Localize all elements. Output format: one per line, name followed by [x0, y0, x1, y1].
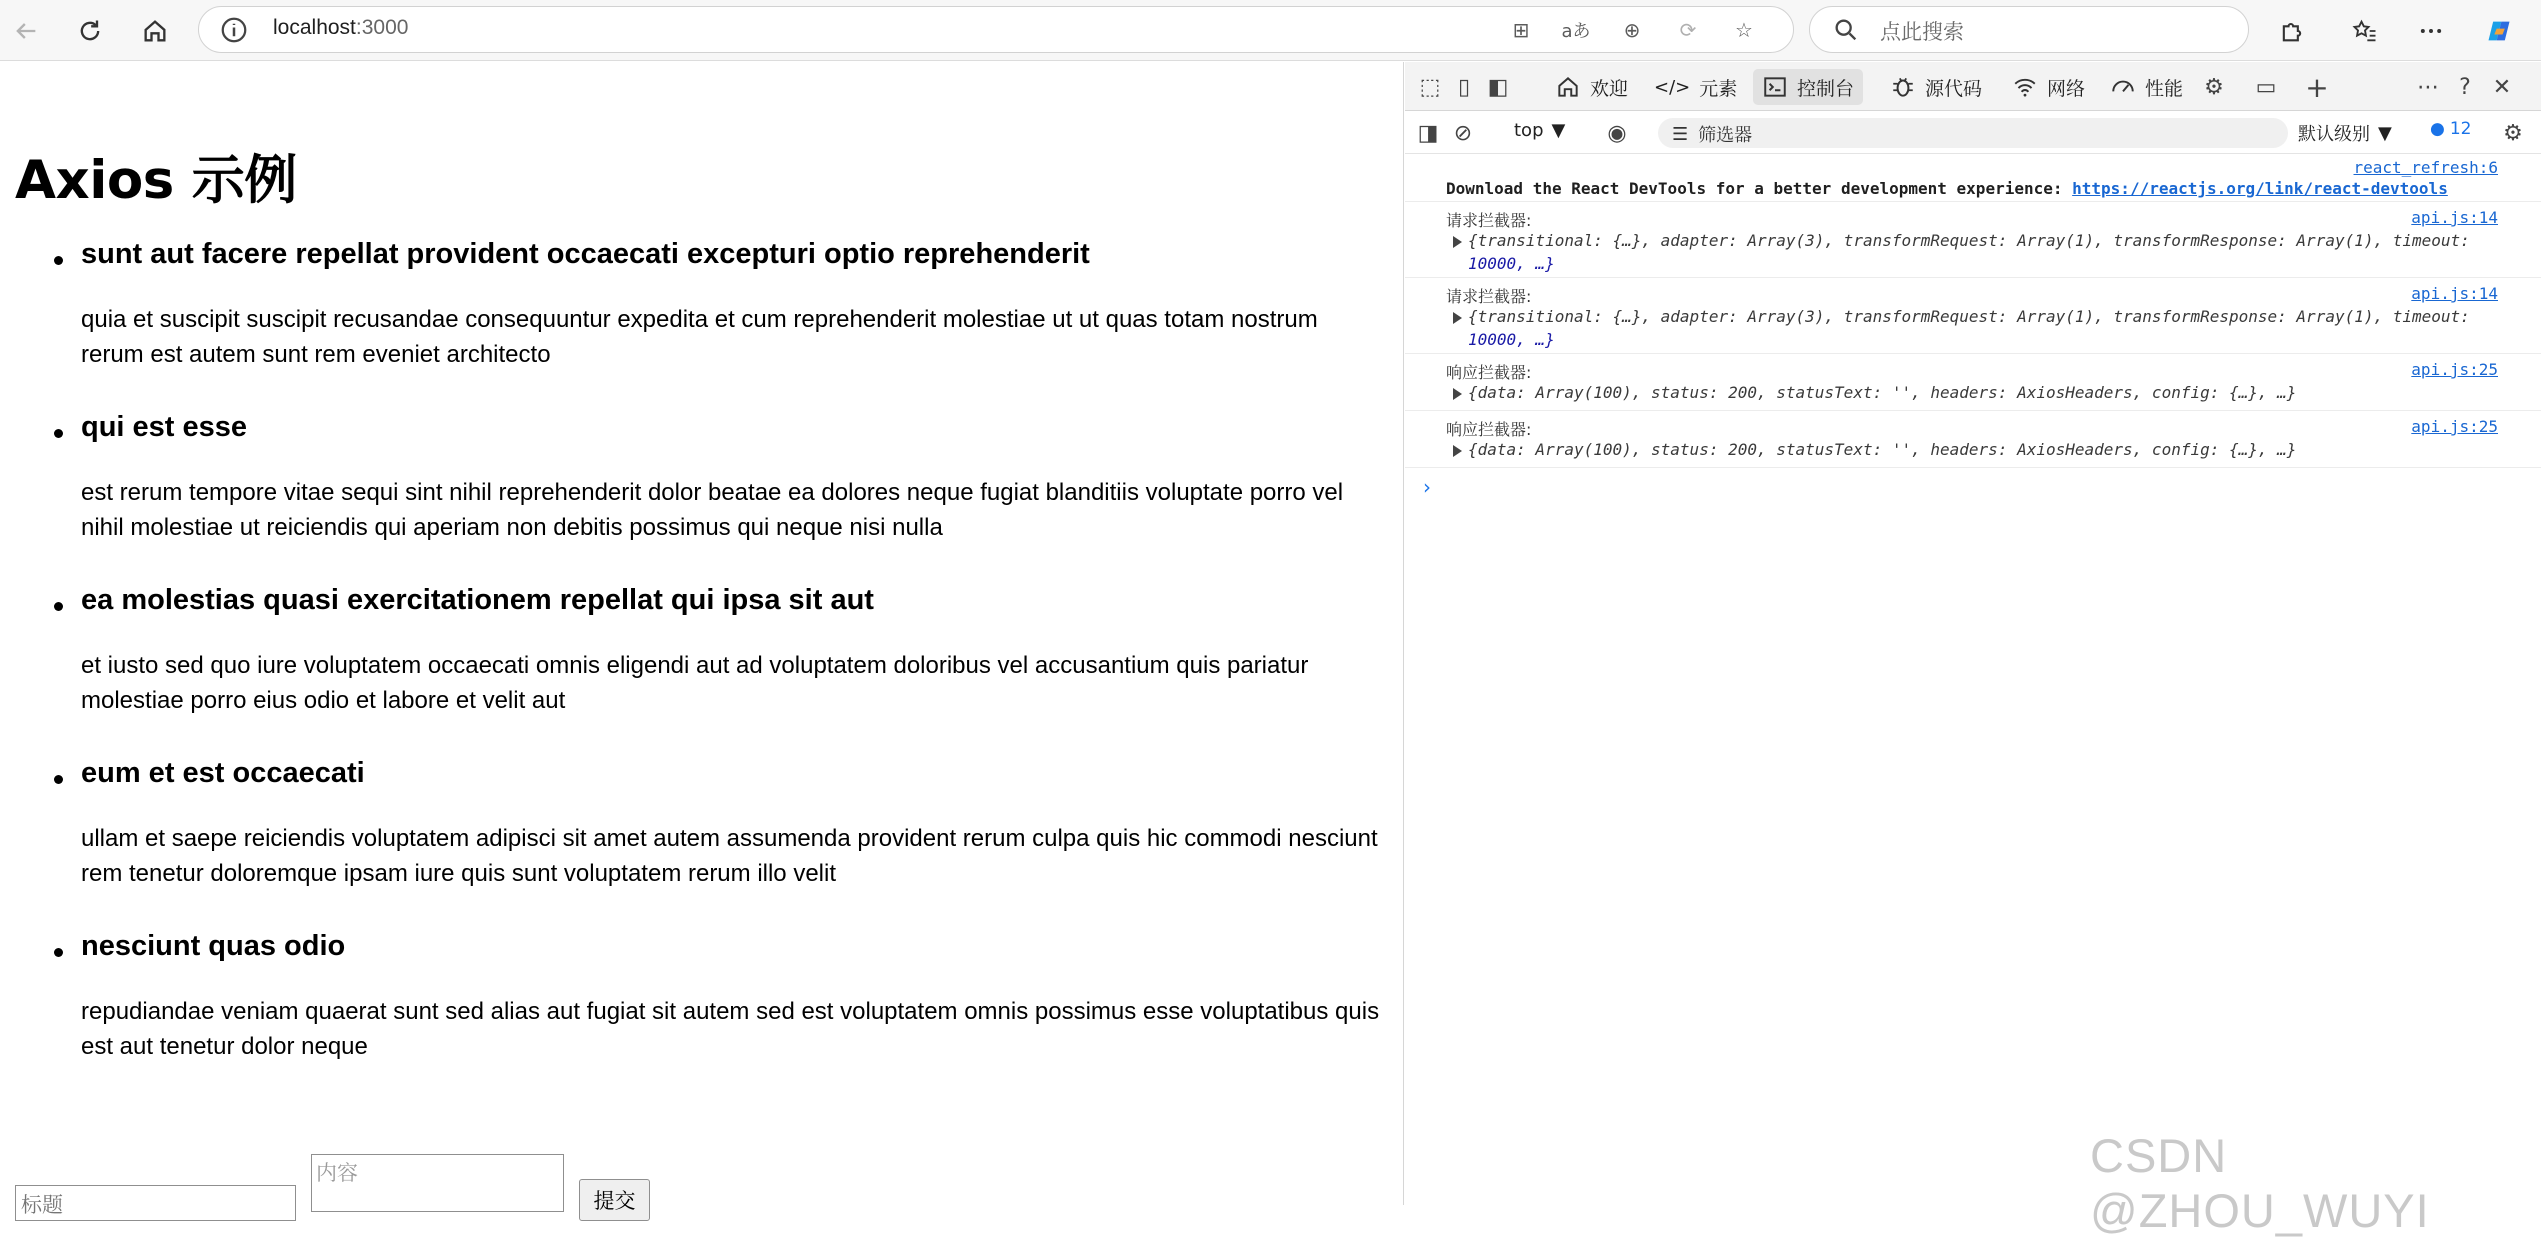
post-item — [0, 409, 1400, 582]
console-prompt-chevron-icon[interactable]: › — [1423, 475, 1431, 499]
content-textarea[interactable]: 内容 — [311, 1154, 564, 1212]
tab-welcome[interactable] — [1546, 69, 1637, 105]
post-item — [0, 582, 1400, 755]
add-tab-icon[interactable]: + — [2305, 70, 2329, 104]
react-devtools-link[interactable]: https://reactjs.org/link/react-devtools — [2072, 179, 2448, 198]
filter-label: 筛选器 — [1698, 125, 1753, 146]
copilot-button[interactable] — [2478, 10, 2520, 52]
object-preview-cont: 10000, …} — [1468, 330, 1555, 349]
post-title: ea molestias quasi exercitationem repellat qui ipsa sit aut — [81, 584, 874, 616]
help-icon[interactable]: ? — [2459, 74, 2471, 100]
title-input[interactable]: 标题 — [15, 1185, 296, 1221]
post-item — [0, 928, 1400, 1101]
message-label: 请求拦截器: — [1446, 211, 1532, 230]
url-host: localhost — [273, 16, 356, 39]
tab-sources[interactable] — [1881, 69, 1991, 105]
tab-network[interactable] — [2003, 69, 2094, 105]
puzzle-icon — [2278, 17, 2306, 45]
console-icon — [1762, 74, 1788, 100]
post-item — [0, 236, 1400, 409]
object-preview[interactable]: {transitional: {…}, adapter: Array(3), transformRequest: Array(1), transformResponse: Array(1), timeout: — [1468, 231, 2470, 250]
more-tools-icon[interactable]: ⋯ — [2417, 74, 2439, 100]
web-page — [0, 62, 1404, 1217]
live-expression-eye-icon[interactable]: ◉ — [1607, 120, 1627, 146]
refresh-button[interactable] — [69, 10, 111, 52]
message-bubble-icon: ● — [2430, 119, 2445, 139]
list-bullet — [54, 948, 63, 957]
object-preview[interactable]: {data: Array(100), status: 200, statusText: '', headers: AxiosHeaders, config: {…}, …} — [1468, 383, 2297, 402]
console-filterbar — [1405, 112, 2541, 154]
dropdown-arrow-icon: ▼ — [1551, 120, 1566, 141]
favorite-star-icon[interactable]: ☆ — [1735, 18, 1753, 42]
tab-label: 网络 — [2047, 77, 2086, 100]
post-body: ullam et saepe reiciendis voluptatem adipisci sit amet autem assumenda provident rerum culpa quis hic commodi nesciunt rem tenetur doloremque ipsam iure quis sunt voluptatem rerum illo velit — [81, 825, 1378, 887]
message-label: 响应拦截器: — [1446, 420, 1532, 439]
zoom-icon[interactable]: ⊕ — [1623, 18, 1641, 42]
tab-label: 性能 — [2145, 77, 2184, 100]
filter-input[interactable] — [1658, 118, 2288, 148]
tab-performance[interactable] — [2101, 69, 2192, 105]
address-bar[interactable] — [198, 6, 1794, 53]
new-post-form — [0, 1107, 1400, 1217]
tab-label: 源代码 — [1925, 77, 1983, 100]
bug-icon — [1890, 74, 1916, 100]
application-panel-icon[interactable]: ▭ — [2255, 74, 2277, 100]
post-item — [0, 755, 1400, 928]
search-placeholder: 点此搜索 — [1880, 20, 1964, 44]
app-available-icon[interactable]: ⊞ — [1512, 18, 1530, 42]
object-preview-cont: 10000, …} — [1468, 254, 1555, 273]
home-icon — [141, 17, 169, 45]
expand-triangle-icon[interactable] — [1453, 445, 1462, 457]
wifi-icon — [2012, 74, 2038, 100]
list-bullet — [54, 775, 63, 784]
source-link[interactable]: react_refresh:6 — [2353, 158, 2498, 177]
console-message — [1405, 155, 2541, 202]
post-title: sunt aut facere repellat provident occaecati excepturi optio reprehenderit — [81, 238, 1090, 270]
ellipsis-icon — [2417, 17, 2445, 45]
back-arrow-icon — [12, 17, 40, 45]
search-box[interactable] — [1809, 6, 2249, 53]
tab-label: 欢迎 — [1590, 77, 1629, 100]
post-list — [0, 236, 1400, 1101]
log-level-selector[interactable] — [2298, 120, 2392, 146]
tab-elements[interactable] — [1645, 69, 1746, 105]
object-preview[interactable]: {transitional: {…}, adapter: Array(3), transformRequest: Array(1), transformResponse: Array(1), timeout: — [1468, 307, 2470, 326]
console-settings-icon[interactable]: ⚙ — [2503, 120, 2523, 146]
browser-toolbar — [0, 0, 2541, 61]
inspect-element-icon[interactable]: ⬚ — [1419, 74, 1441, 100]
info-icon[interactable] — [219, 15, 249, 45]
tab-label: 控制台 — [1797, 77, 1855, 100]
dock-side-icon[interactable]: ◧ — [1487, 74, 1509, 100]
filter-icon: ☰ — [1672, 123, 1689, 145]
post-title: eum et est occaecati — [81, 757, 365, 789]
message-label: 响应拦截器: — [1446, 363, 1532, 382]
watermark: CSDN @ZHOU_WUYI — [2090, 1129, 2430, 1237]
tab-label: 元素 — [1699, 77, 1738, 100]
console-output — [1405, 155, 2541, 1205]
level-label: 默认级别 — [2298, 124, 2370, 145]
expand-triangle-icon[interactable] — [1453, 236, 1462, 248]
sidebar-toggle-icon[interactable]: ◨ — [1417, 120, 1439, 146]
dropdown-arrow-icon: ▼ — [2378, 122, 2392, 144]
source-link[interactable]: api.js:14 — [2411, 284, 2498, 303]
refresh-icon — [76, 17, 104, 45]
expand-triangle-icon[interactable] — [1453, 388, 1462, 400]
console-message — [1405, 411, 2541, 468]
favorites-list-icon — [2351, 17, 2379, 45]
read-aloud-icon[interactable]: aあ — [1561, 21, 1591, 42]
post-body: est rerum tempore vitae sequi sint nihil reprehenderit dolor beatae ea dolores neque fugiat blanditiis voluptate porro vel nihil molestiae ut reiciendis qui aperiam non debitis possimus qui neque nisi nulla — [81, 479, 1344, 541]
post-title: qui est esse — [81, 411, 248, 443]
refresh-page-icon[interactable]: ⟳ — [1679, 18, 1697, 42]
expand-triangle-icon[interactable] — [1453, 312, 1462, 324]
post-body: repudiandae veniam quaerat sunt sed alias aut fugiat sit autem sed est voluptatem omnis possimus esse voluptatibus quis est aut tenetur dolor neque — [81, 998, 1380, 1060]
devtools-tabbar — [1405, 62, 2541, 111]
copilot-icon — [2485, 17, 2513, 45]
url-text[interactable] — [273, 16, 408, 40]
console-message — [1405, 354, 2541, 411]
console-message — [1405, 278, 2541, 354]
list-bullet — [54, 256, 63, 265]
back-button[interactable] — [5, 10, 47, 52]
gauge-icon — [2110, 74, 2136, 100]
clear-console-icon[interactable]: ⊘ — [1453, 120, 1473, 146]
home-icon — [1555, 74, 1581, 100]
close-devtools-icon[interactable]: ✕ — [2492, 74, 2512, 100]
url-port: :3000 — [355, 16, 409, 39]
submit-button[interactable]: 提交 — [579, 1179, 650, 1221]
code-tag-icon: </> — [1654, 76, 1691, 98]
list-bullet — [54, 429, 63, 438]
settings-panel-icon[interactable]: ⚙ — [2204, 74, 2224, 100]
tab-console[interactable] — [1753, 69, 1863, 105]
object-preview[interactable]: {data: Array(100), status: 200, statusText: '', headers: AxiosHeaders, config: {…}, …} — [1468, 440, 2297, 459]
source-link[interactable]: api.js:25 — [2411, 417, 2498, 436]
list-bullet — [54, 602, 63, 611]
devtools-panel — [1405, 62, 2541, 1205]
post-title: nesciunt quas odio — [81, 930, 346, 962]
context-value: top — [1514, 120, 1544, 141]
post-body: quia et suscipit suscipit recusandae consequuntur expedita et cum reprehenderit molestiae ut ut quas totam nostrum rerum est autem sunt rem eveniet architecto — [81, 306, 1318, 368]
console-message — [1405, 202, 2541, 278]
favorites-button[interactable] — [2344, 10, 2386, 52]
message-text — [1446, 179, 2448, 198]
device-emulation-icon[interactable]: ▯ — [1457, 74, 1471, 100]
issues-badge[interactable] — [2430, 119, 2471, 139]
source-link[interactable]: api.js:25 — [2411, 360, 2498, 379]
context-selector[interactable] — [1514, 120, 1565, 141]
page-title: Axios 示例 — [15, 150, 297, 211]
devtools-hint: Download the React DevTools for a better development experience: — [1446, 179, 2073, 198]
home-button[interactable] — [134, 10, 176, 52]
post-body: et iusto sed quo iure voluptatem occaecati omnis eligendi aut ad voluptatem doloribus vel accusantium quis pariatur molestiae porro eius odio et labore et velit aut — [81, 652, 1309, 714]
more-menu-button[interactable] — [2410, 10, 2452, 52]
issues-count: 12 — [2449, 119, 2472, 139]
source-link[interactable]: api.js:14 — [2411, 208, 2498, 227]
extensions-button[interactable] — [2271, 10, 2313, 52]
message-label: 请求拦截器: — [1446, 287, 1532, 306]
search-icon — [1832, 16, 1860, 44]
